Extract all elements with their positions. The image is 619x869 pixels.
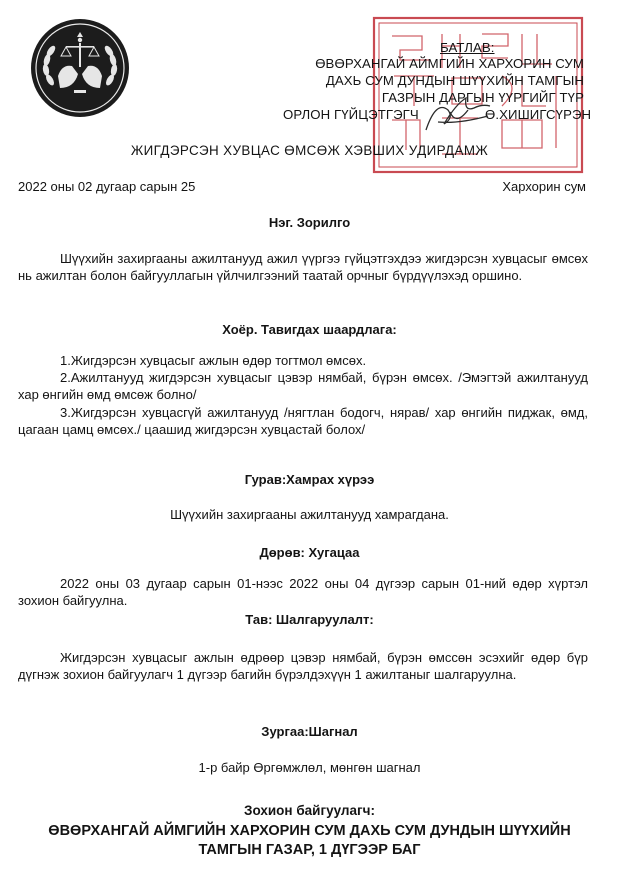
document-place: Хархорин сум [502, 179, 586, 194]
section-duration-text: 2022 оны 03 дугаар сарын 01-нээс 2022 оны 04 дүгээр сарын 01-ний өдөр хүртэл зохион байгуулна. [18, 576, 588, 608]
approver-organization-line1: ӨВӨРХАНГАЙ АЙМГИЙН ХАРХОРИН СУМ [315, 56, 584, 71]
court-emblem-icon [30, 18, 130, 118]
approver-name: Ө.ХИШИГСҮРЭН [485, 107, 592, 122]
requirement-item: 2.Ажилтанууд жигдэрсэн хувцасыг цэвэр нямбай, бүрэн өмсөх. /Эмэгтэй ажилтанууд хар өнгийн өмд өмсөж болно/ [18, 370, 588, 402]
signature [420, 92, 500, 138]
organizer-label: Зохион байгуулагч: [244, 803, 375, 818]
section-award-text: 1-р байр Өргөмжлөл, мөнгөн шагнал [198, 760, 421, 775]
section-evaluation-text: Жигдэрсэн хувцасыг ажлын өдрөөр цэвэр нямбай, бүрэн өмссөн эсэхийг өдөр бүр дүгнэж зохион байгуулагч 1 дүгээр багийн бүрэлдэхүүн 1 ажилтаныг шалгаруулна. [18, 650, 588, 682]
requirement-item: 3.Жигдэрсэн хувцасгүй ажилтанууд /нягтлан бодогч, нярав/ хар өнгийн пиджак, өмд, цагаан цамц өмсөх./ цаашид жигдэрсэн хувцастай болох/ [18, 405, 588, 437]
section-scope-heading: Гурав:Хамрах хүрээ [244, 472, 375, 487]
approver-role: ОРЛОН ГҮЙЦЭТГЭГЧ [283, 107, 419, 122]
section-purpose-heading: Нэг. Зорилго [268, 215, 351, 230]
section-scope-text: Шүүхийн захиргааны ажилтанууд хамрагдана. [170, 507, 449, 522]
document-title: ЖИГДЭРСЭН ХУВЦАС ӨМСӨЖ ХЭВШИХ УДИРДАМЖ [130, 143, 489, 158]
requirement-item: 1.Жигдэрсэн хувцасыг ажлын өдөр тогтмол өмсөх. [60, 353, 367, 368]
approve-label: БАТЛАВ: [440, 40, 495, 55]
section-duration-heading: Дөрөв: Хугацаа [259, 545, 360, 560]
document-date: 2022 оны 02 дугаар сарын 25 [18, 179, 196, 194]
organizer-name [0, 822, 619, 860]
section-evaluation-heading: Тав: Шалгаруулалт: [245, 612, 374, 627]
approver-organization-line2: ДАХЬ СУМ ДУНДЫН ШҮҮХИЙН ТАМГЫН [325, 73, 584, 88]
organizer-name-line2: ТАМГЫН ГАЗАР, 1 ДҮГЭЭР БАГ [198, 842, 421, 858]
section-award-heading: Зургаа:Шагнал [261, 724, 358, 739]
organizer-name-line1: ӨВӨРХАНГАЙ АЙМГИЙН ХАРХОРИН СУМ ДАХЬ СУМ ДУНДЫН ШҮҮХИЙН [48, 823, 571, 839]
section-requirements-heading: Хоёр. Тавигдах шаардлага: [222, 322, 397, 337]
approver-organization-line3: ГАЗРЫН ДАРГЫН ҮҮРГИЙГ ТҮР [381, 90, 584, 105]
section-purpose-text: Шүүхийн захиргааны ажилтанууд ажил үүргээ гүйцэтгэхдээ жигдэрсэн хувцасыг өмсөх нь ажилтан болон байгууллагын үйлчилгээний таатай орчныг бүрдүүлэхэд оршино. [18, 251, 588, 283]
